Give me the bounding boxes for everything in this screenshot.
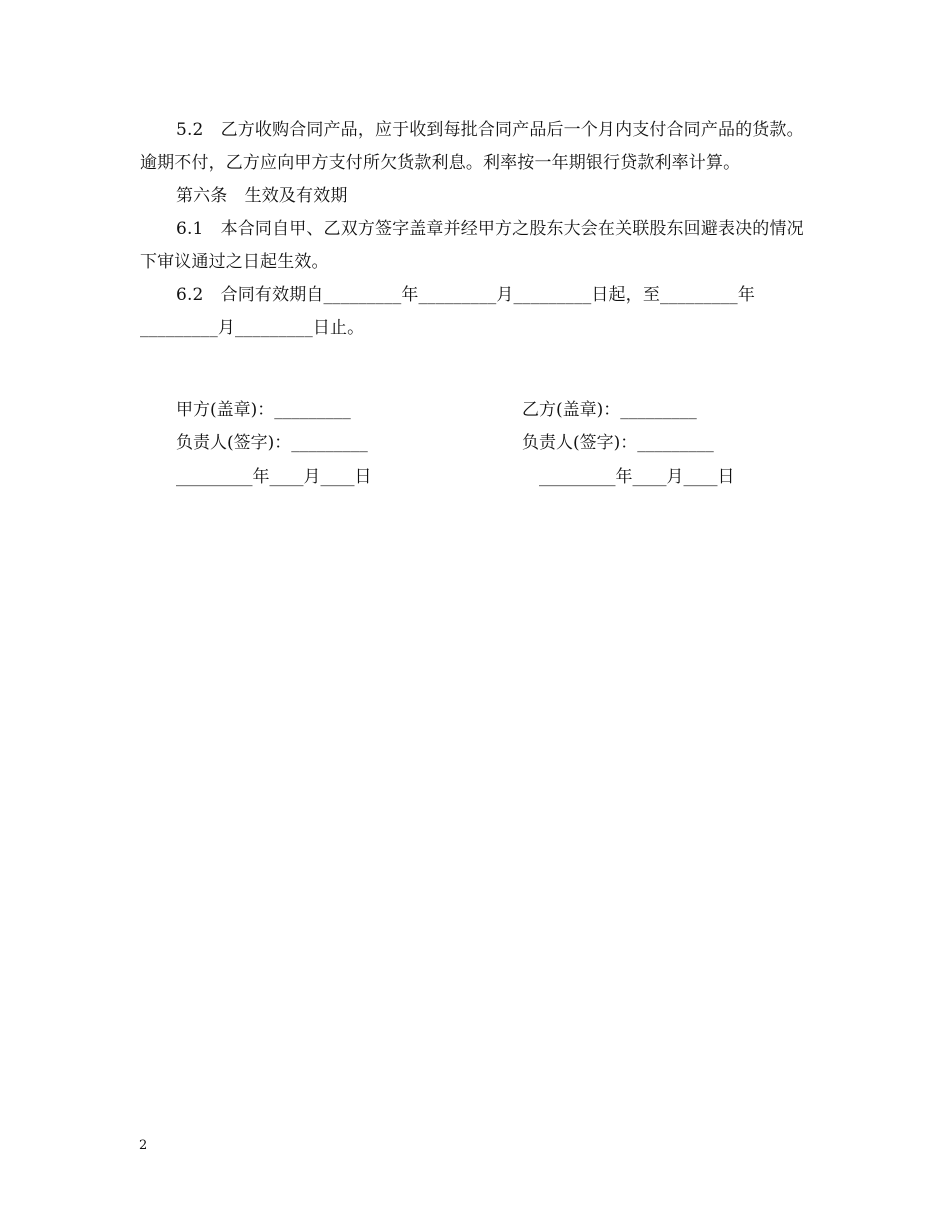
party-b-date-line: _________年____月____日 — [539, 467, 735, 487]
party-a-date-line: _________年____月____日 — [176, 467, 372, 487]
page-number: 2 — [139, 1138, 148, 1153]
clause-6-2: 6.2 合同有效期自_________年_________月_________日起，至_________年_________月_________日止。 — [140, 285, 755, 338]
clause-6-1: 6.1 本合同自甲、乙双方签字盖章并经甲方之股东大会在关联股东回避表决的情况下审议通过之日起生效。 — [140, 219, 804, 272]
party-a-seal-line: 甲方(盖章)：_________ — [176, 400, 351, 420]
party-b-signer-line: 负责人(签字)：_________ — [522, 433, 714, 453]
party-a-signer-line: 负责人(签字)：_________ — [176, 433, 368, 453]
party-b-seal-line: 乙方(盖章)：_________ — [522, 400, 697, 420]
contract-body — [140, 114, 812, 345]
clause-5-2: 5.2 乙方收购合同产品，应于收到每批合同产品后一个月内支付合同产品的货款。逾期不付，乙方应向甲方支付所欠货款利息。利率按一年期银行贷款利率计算。 — [140, 120, 804, 173]
article-6-title: 第六条 生效及有效期 — [176, 186, 348, 206]
